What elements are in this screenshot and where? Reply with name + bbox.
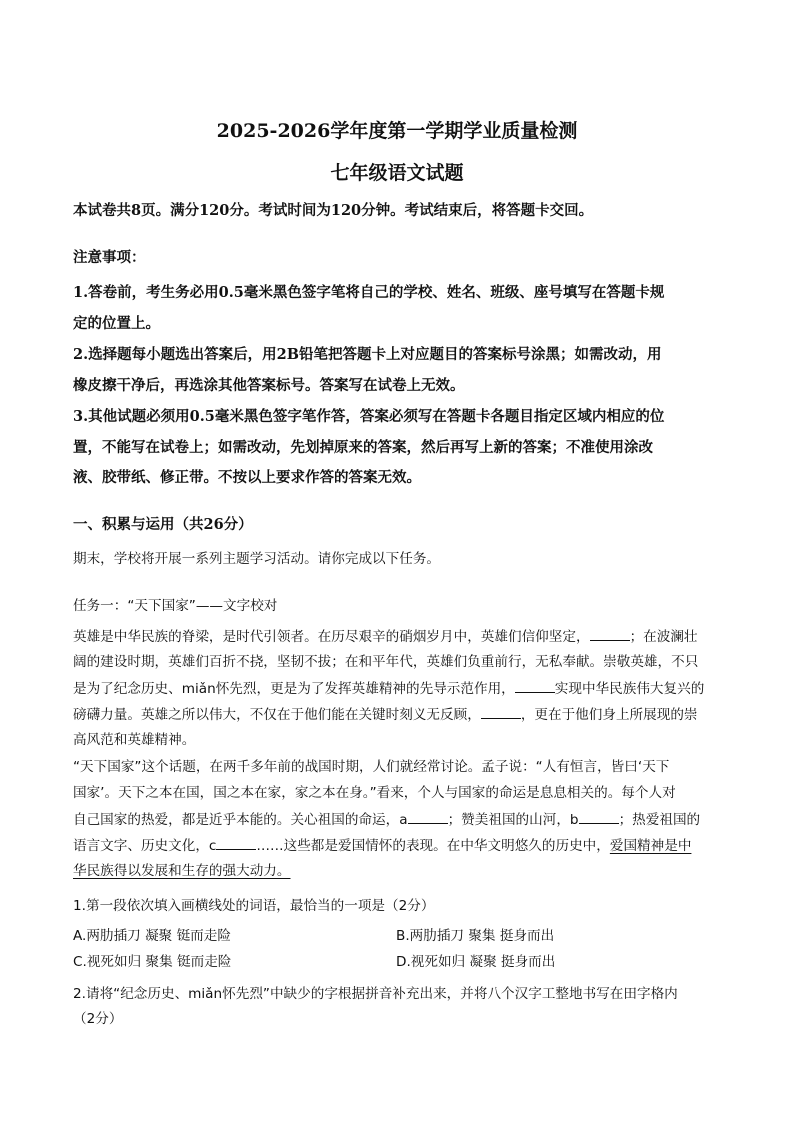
passage-text: 实现中华民族伟大复兴的 xyxy=(554,681,705,697)
option-c: C.视死如归 聚集 铤而走险 xyxy=(73,954,232,970)
option-d: D.视死如归 凝聚 挺身而出 xyxy=(396,954,556,970)
passage-text: ；赞美祖国的山河，b xyxy=(447,812,579,828)
underlined-sentence: 爱国精神是中 xyxy=(609,838,692,854)
question-2-stem-cont: （2分） xyxy=(73,1011,123,1027)
passage-line: 国家’。天下之本在国，国之本在家，家之本在身。”看来，个人与国家的命运是息息相关的。每个人对 xyxy=(73,785,676,801)
passage-line xyxy=(73,809,723,830)
exam-title: 2025-2026学年度第一学期学业质量检测 xyxy=(216,120,578,142)
exam-intro: 本试卷共8页。满分120分。考试时间为120分钟。考试结束后，将答题卡交回。 xyxy=(73,202,594,219)
option-a: A.两肋插刀 凝聚 铤而走险 xyxy=(73,928,231,944)
fill-blank-b xyxy=(579,809,619,824)
notice-item-2: 2.选择题每小题选出答案后，用2B铅笔把答题卡上对应题目的答案标号涂黑；如需改动，用 xyxy=(73,346,662,363)
section-intro: 期末，学校将开展一系列主题学习活动。请你完成以下任务。 xyxy=(73,551,441,567)
passage-text: 是为了纪念历史、miǎn怀先烈，更是为了发挥英雄精神的先导示范作用， xyxy=(73,681,515,697)
passage-text: 自己国家的热爱，都是近乎本能的。关心祖国的命运，a xyxy=(73,812,408,828)
passage-line xyxy=(73,678,723,699)
passage-text: ……这些都是爱国情怀的表现。在中华文明悠久的历史中， xyxy=(256,838,610,854)
exam-subtitle: 七年级语文试题 xyxy=(330,162,464,184)
notice-item-2-cont: 橡皮擦干净后，再选涂其他答案标号。答案写在试卷上无效。 xyxy=(73,377,465,394)
passage-text: 磅礴力量。英雄之所以伟大，不仅在于他们能在关键时刻义无反顾， xyxy=(73,707,481,723)
passage-line xyxy=(73,626,723,647)
fill-blank xyxy=(590,626,630,641)
notice-item-3-cont2: 液、胶带纸、修正带。不按以上要求作答的答案无效。 xyxy=(73,469,421,486)
passage-line xyxy=(73,861,723,881)
passage-text: 英雄是中华民族的脊梁，是时代引领者。在历尽艰辛的硝烟岁月中，英雄们信仰坚定， xyxy=(73,629,590,645)
fill-blank-c xyxy=(216,835,256,850)
fill-blank xyxy=(481,704,521,719)
option-b: B.两肋插刀 聚集 挺身而出 xyxy=(396,928,555,944)
passage-line xyxy=(73,704,723,725)
question-2-stem: 2.请将“纪念历史、miǎn怀先烈”中缺少的字根据拼音补充出来，并将八个汉字工整地书写在田字格内 xyxy=(73,986,678,1002)
passage-text: 语言文字、历史文化，c xyxy=(73,838,217,854)
notice-item-3: 3.其他试题必须用0.5毫米黑色签字笔作答，答案必须写在答题卡各题目指定区域内相应的位 xyxy=(73,408,665,425)
task-title: 任务一：“天下国家”——文字校对 xyxy=(73,598,278,614)
passage-line xyxy=(73,835,723,856)
underlined-sentence: 华民族得以发展和生存的强大动力。 xyxy=(73,863,291,879)
question-1-stem: 1.第一段依次填入画横线处的词语，最恰当的一项是（2分） xyxy=(73,898,435,914)
notice-item-3-cont: 置，不能写在试卷上；如需改动，先划掉原来的答案，然后再写上新的答案；不准使用涂改 xyxy=(73,439,653,456)
passage-line: “天下国家”这个话题，在两千多年前的战国时期，人们就经常讨论。孟子说：“人有恒言，皆曰‘天下 xyxy=(73,759,670,775)
fill-blank-a xyxy=(408,809,448,824)
passage-text: ，更在于他们身上所展现的崇 xyxy=(520,707,698,723)
passage-line: 阔的建设时期，英雄们百折不挠，坚韧不拔；在和平年代，英雄们负重前行，无私奉献。崇敬英雄，不只 xyxy=(73,654,699,670)
notice-heading: 注意事项： xyxy=(73,249,146,266)
notice-item-1-cont: 定的位置上。 xyxy=(73,315,160,332)
passage-text: ；热爱祖国的 xyxy=(618,812,701,828)
passage-text: ；在波澜壮 xyxy=(629,629,698,645)
section-heading: 一、积累与运用（共26分） xyxy=(73,516,253,533)
notice-item-1: 1.答卷前，考生务必用0.5毫米黑色签字笔将自己的学校、姓名、班级、座号填写在答题卡规 xyxy=(73,284,665,301)
passage-line: 高风范和英雄精神。 xyxy=(73,732,196,748)
fill-blank xyxy=(515,678,555,693)
